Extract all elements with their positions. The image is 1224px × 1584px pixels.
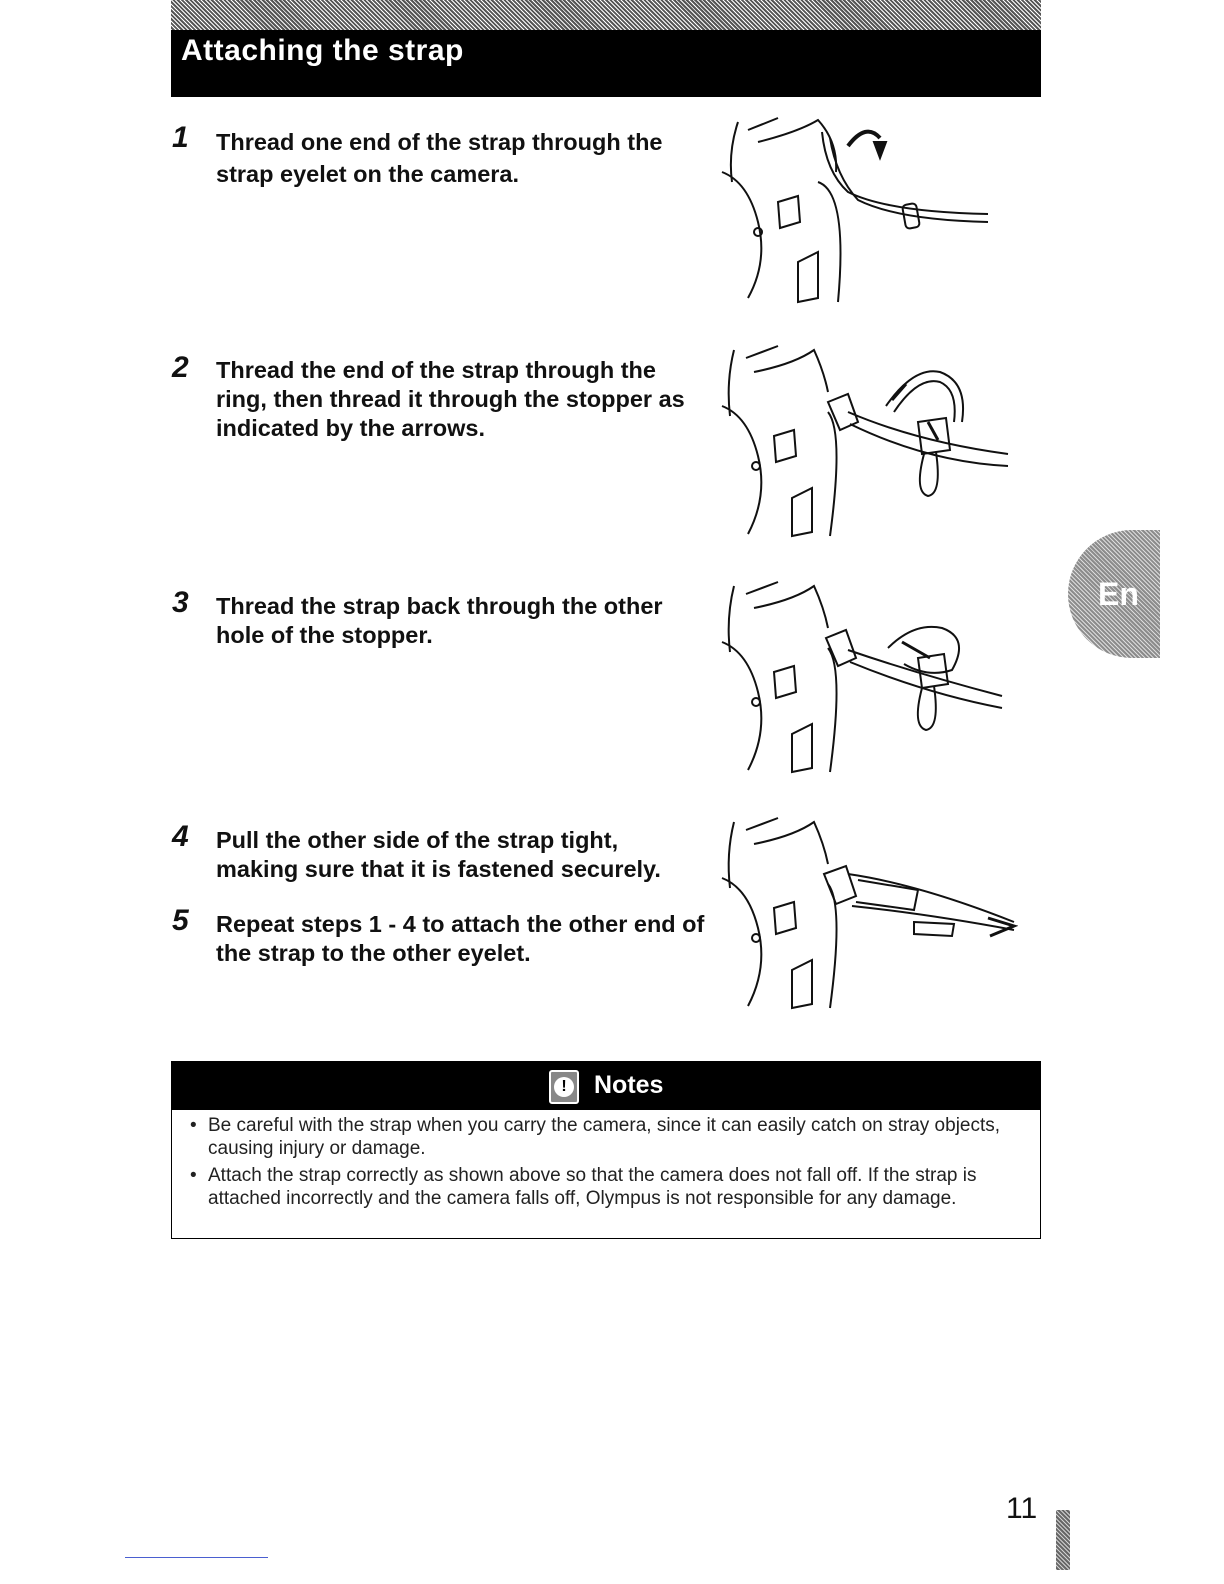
camera-strap-back-through-illustration [718,578,1018,774]
step-2-number: 2 [172,351,189,384]
step-1-text: Thread one end of the strap through the strap eyelet on the camera. [216,129,663,187]
note-item: • Attach the strap correctly as shown above so that the camera does not fall off. If the strap is attached incorrectly and the camera falls off, Olympus is not responsible for any damage. [208,1164,1040,1210]
page-title: Attaching the strap [181,34,464,67]
notes-box [171,1061,1041,1239]
page-number: 11 [1006,1492,1038,1525]
header-dither-strip [171,0,1041,30]
step-3-text: Thread the strap back through the other hole of the stopper. [216,593,663,648]
language-tab [1068,530,1160,658]
step-4-number: 4 [172,820,189,853]
step-5-text: Repeat steps 1 - 4 to attach the other end of the strap to the other eyelet. [216,911,705,966]
warning-icon: ! [549,1070,579,1104]
language-tab-label: En [1098,576,1139,612]
footer-rule [125,1557,268,1558]
notes-title: Notes [594,1071,664,1099]
camera-strap-stopper-illustration [718,342,1018,538]
note-item: • Be careful with the strap when you carry the camera, since it can easily catch on stray objects, causing injury or damage. [208,1114,1040,1160]
section-header [171,0,1041,97]
step-5-number: 5 [172,904,189,937]
step-2-text: Thread the end of the strap through the ring, then thread it through the stopper as indicated by the arrows. [216,357,685,441]
page-edge-marker [1056,1510,1070,1570]
camera-strap-tightened-illustration [718,814,1018,1010]
step-4-text: Pull the other side of the strap tight, making sure that it is fastened securely. [216,827,661,882]
notes-list [172,1114,1040,1210]
step-1-number: 1 [172,121,189,154]
camera-strap-eyelet-illustration [718,112,1018,304]
notes-header [172,1062,1040,1110]
step-3-number: 3 [172,586,189,619]
